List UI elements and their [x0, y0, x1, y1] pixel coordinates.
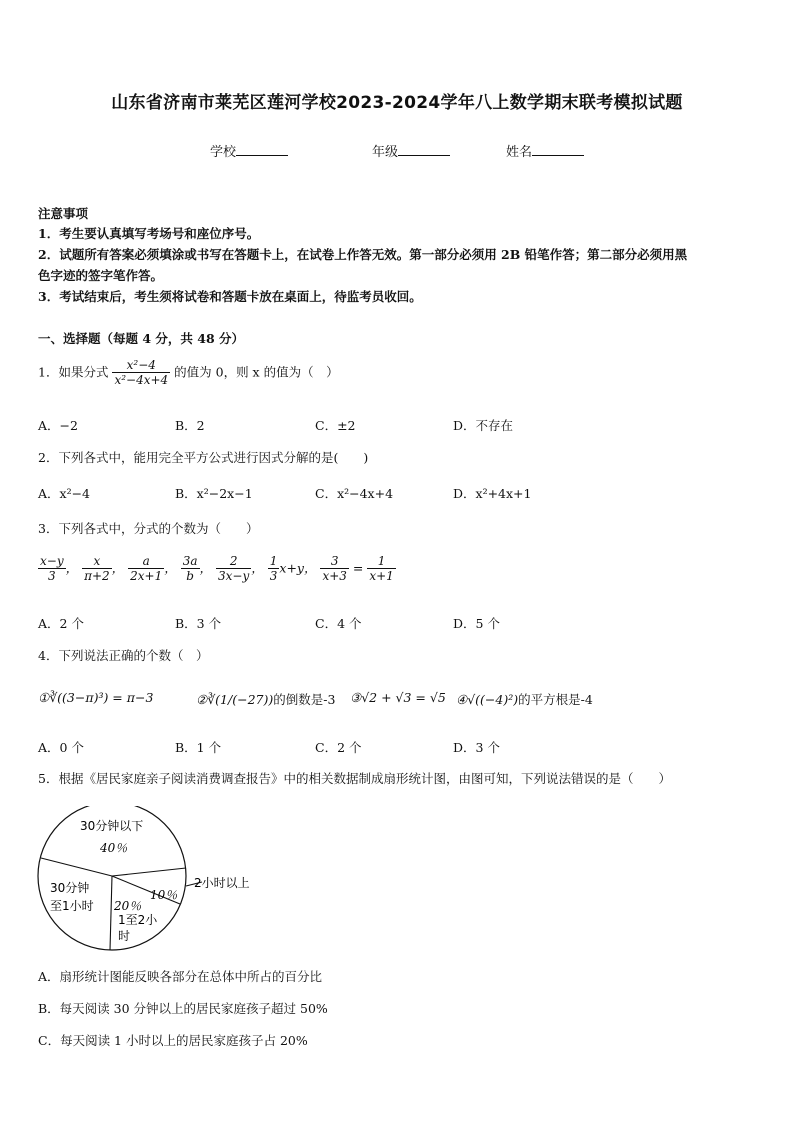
pie-divider-4 [110, 876, 112, 950]
pie-s2-label-2: 至1小时 [50, 899, 94, 913]
q3-expr-7-rhs: $\frac{1}{x+1}$ [369, 554, 394, 584]
pie-divider-2 [112, 868, 186, 876]
pie-s1-label: 30分钟以下 [80, 819, 144, 833]
pie-divider-1 [41, 858, 112, 876]
q4-option-a[interactable]: A．0 个 [38, 740, 84, 755]
grade-label: 年级 [372, 145, 399, 160]
q3-option-a[interactable]: A．2 个 [38, 616, 84, 631]
name-field [506, 141, 584, 160]
grade-field [372, 141, 450, 160]
q1-pre: 1．如果分式 [38, 364, 109, 380]
q5-option-c[interactable]: C．每天阅读 1 小时以上的居民家庭孩子占 20% [38, 1033, 308, 1048]
q4-option-d[interactable]: D．3 个 [453, 740, 500, 755]
notice-item: 2．试题所有答案必须填涂或书写在答题卡上，在试卷上作答无效。第一部分必须用 2B 铅笔作答；第二部分必须用黑 [38, 247, 688, 262]
pie-chart [34, 806, 274, 956]
q1-fraction [112, 358, 170, 388]
q5-option-a[interactable]: A．扇形统计图能反映各部分在总体中所占的百分比 [38, 969, 323, 984]
q1-option-b[interactable]: B．2 [175, 418, 205, 433]
pie-s3-label-1: 1至2小 [118, 913, 158, 927]
name-blank[interactable] [532, 143, 584, 156]
question-2: 2．下列各式中，能用完全平方公式进行因式分解的是( ) [38, 450, 369, 465]
section-heading: 一、选择题（每题 4 分，共 48 分） [38, 331, 245, 346]
pie-s2-label-1: 30分钟 [50, 881, 90, 895]
grade-blank[interactable] [398, 143, 450, 156]
q3-expr-4: $\frac{3a}{b}$ [182, 554, 198, 584]
q3-expr-7: $\frac{3}{x+3}$ [322, 554, 347, 584]
q3-expr-1: $\frac{x-y}{3}$ [40, 554, 64, 584]
notice-heading: 注意事项 [38, 206, 89, 221]
school-label: 学校 [210, 145, 237, 160]
q3-expr-6-tail: x+y [279, 560, 304, 576]
page-title: 山东省济南市莱芜区莲河学校2023-2024学年八上数学期末联考模拟试题 [111, 93, 683, 113]
question-5: 5．根据《居民家庭亲子阅读消费调查报告》中的相关数据制成扇形统计图，由图可知，下列说法错误的是（ ） [38, 771, 671, 786]
q3-option-d[interactable]: D．5 个 [453, 616, 500, 631]
q1-option-a[interactable]: A．−2 [38, 418, 78, 433]
q2-option-d[interactable]: D．x²+4x+1 [453, 486, 532, 501]
q1-post: 的值为 0，则 x 的值为（ ） [174, 364, 339, 380]
school-blank[interactable] [236, 143, 288, 156]
q2-option-b[interactable]: B．x²−2x−1 [175, 486, 253, 501]
pie-s3-label-2: 时 [118, 929, 131, 943]
notice-item: 3．考试结束后，考生须将试卷和答题卡放在桌面上，待监考员收回。 [38, 289, 422, 304]
q3-expr-3: $\frac{a}{2x+1}$ [130, 554, 163, 584]
question-4: 4．下列说法正确的个数（ ） [38, 648, 209, 663]
q1-option-d[interactable]: D．不存在 [453, 418, 514, 433]
q1-den: x²−4x+4 [114, 373, 169, 388]
q1-option-c[interactable]: C．±2 [315, 418, 356, 433]
q4-statement-1: ①∛((3−π)³) = π−3 [38, 690, 154, 705]
q2-option-c[interactable]: C．x²−4x+4 [315, 486, 394, 501]
q3-expr-6: $\frac{1}{3}$ [269, 554, 278, 584]
q5-option-b[interactable]: B．每天阅读 30 分钟以上的居民家庭孩子超过 50% [38, 1001, 328, 1016]
pie-s1-pct: 40％ [100, 841, 128, 855]
q3-expr-2: $\frac{x}{\pi+2}$ [84, 554, 110, 584]
pie-s4-pct: 10％ [150, 888, 178, 902]
pie-s3-pct: 20％ [114, 899, 142, 913]
q3-expr-5: $\frac{2}{3x-y}$ [218, 554, 250, 584]
question-3: 3．下列各式中，分式的个数为（ ） [38, 521, 259, 536]
q4-option-c[interactable]: C．2 个 [315, 740, 362, 755]
pie-s4-label: 2小时以上 [194, 876, 250, 890]
q3-option-c[interactable]: C．4 个 [315, 616, 362, 631]
question-1 [38, 358, 339, 388]
q4-statement-3: ③√2 + √3 = √5 [350, 690, 446, 705]
name-label: 姓名 [506, 145, 533, 160]
q1-num: x²−4 [112, 358, 170, 373]
notice-item: 色字迹的签字笔作答。 [38, 268, 164, 283]
q4-statement-2: ②∛(1/(−27))的倒数是-3 [196, 692, 336, 707]
q4-option-b[interactable]: B．1 个 [175, 740, 222, 755]
q4-statement-4: ④√((−4)²)的平方根是-4 [456, 692, 593, 707]
q2-option-a[interactable]: A．x²−4 [38, 486, 91, 501]
notice-item: 1．考生要认真填写考场号和座位序号。 [38, 226, 260, 241]
school-field [210, 141, 288, 160]
q3-expressions: $\frac{x-y}{3}$ ， $\frac{x}{\pi+2}$ ， $\frac{a}{2x+1}$ ， $\frac{3a}{b}$ ， $\frac{2}{3x-y}$ ， $\frac{1}{3}$ x+y， $\frac{3}{x+3}$ = $\frac{1}{x+1}$ [40, 554, 394, 584]
q3-option-b[interactable]: B．3 个 [175, 616, 222, 631]
